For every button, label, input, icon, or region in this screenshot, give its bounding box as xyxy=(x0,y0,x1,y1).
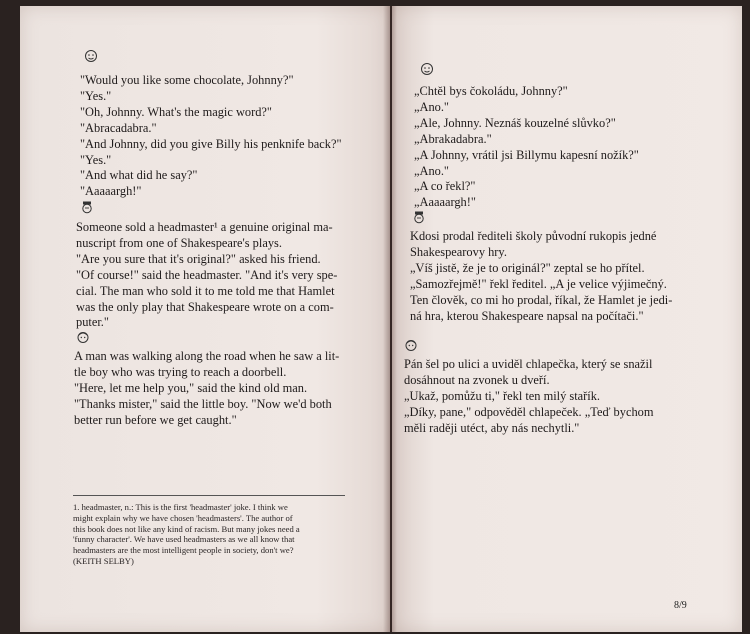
text-line: „A co řekl?" xyxy=(414,179,476,194)
text-line: „Chtěl bys čokoládu, Johnny?" xyxy=(414,84,568,98)
text-line: „Ano." xyxy=(414,163,449,178)
joke3-en xyxy=(74,349,339,429)
text-line: „Víš jistě, že je to originál?" zeptal se ho přítel. xyxy=(410,260,645,275)
text-line: puter." xyxy=(76,315,109,330)
footnote xyxy=(73,502,300,567)
text-line: "Aaaaargh!" xyxy=(80,184,142,199)
text-line: dosáhnout na zvonek u dveří. xyxy=(404,372,550,387)
text-line: "Are you sure that it's original?" asked his friend. xyxy=(76,251,321,266)
text-line: ná hra, kterou Shakespeare napsal na počítači." xyxy=(410,308,644,323)
text-line: Shakespearovy hry. xyxy=(410,244,507,259)
joke2-en xyxy=(76,220,337,331)
headmaster-doodle-icon xyxy=(412,210,426,224)
text-line: "Of course!" said the headmaster. "And it's very spe- xyxy=(76,267,338,282)
text-line: „Abrakadabra." xyxy=(414,131,492,146)
text-line: "Thanks mister," said the little boy. "Now we'd both xyxy=(74,396,332,411)
text-line: Kdosi prodal řediteli školy původní rukopis jedné xyxy=(410,229,657,243)
text-line: "And Johnny, did you give Billy his penknife back?" xyxy=(80,136,342,151)
joke1-en xyxy=(80,73,342,200)
text-line: better run before we get caught." xyxy=(74,412,237,427)
text-line: „A Johnny, vrátil jsi Billymu kapesní nožík?" xyxy=(414,147,639,162)
footnote-line: 1. headmaster, n.: This is the first 'headmaster' joke. I think we xyxy=(73,502,288,512)
text-line: „Samozřejmě!" řekl ředitel. „A je velice výjimečný. xyxy=(410,276,667,291)
page-number: 8/9 xyxy=(674,600,687,611)
text-line: „Ukaž, pomůžu ti," řekl ten milý stařík. xyxy=(404,388,601,403)
text-line: A man was walking along the road when he saw a lit- xyxy=(74,349,340,363)
text-line: nuscript from one of Shakespeare's plays. xyxy=(76,235,282,250)
text-line: "Yes." xyxy=(80,88,112,103)
boy-doodle-icon xyxy=(404,338,418,352)
text-line: "And what did he say?" xyxy=(80,168,198,183)
text-line: "Would you like some chocolate, Johnny?" xyxy=(80,73,294,87)
joke2-cs xyxy=(410,229,672,324)
text-line: tle boy who was trying to reach a doorbell. xyxy=(74,364,287,379)
text-line: „Ale, Johnny. Neznáš kouzelné slůvko?" xyxy=(414,115,616,130)
text-line: měli raději utéct, aby nás nechytli." xyxy=(404,420,580,435)
text-line: "Yes." xyxy=(80,152,112,167)
text-line: Ten člověk, co mi ho prodal, říkal, že Hamlet je jedi- xyxy=(410,292,673,307)
face-doodle-icon xyxy=(420,62,434,76)
boy-doodle-icon xyxy=(76,330,90,344)
text-line: „Díky, pane," odpověděl chlapeček. „Teď bychom xyxy=(404,404,654,419)
face-doodle-icon xyxy=(84,49,98,63)
text-line: „Ano." xyxy=(414,99,449,114)
joke1-cs xyxy=(414,84,639,211)
text-line: was the only play that Shakespeare wrote on a com- xyxy=(76,299,334,314)
text-line: "Oh, Johnny. What's the magic word?" xyxy=(80,104,272,119)
joke3-cs xyxy=(404,357,653,437)
footnote-line: (KEITH SELBY) xyxy=(73,555,134,566)
footnote-divider xyxy=(73,495,345,496)
text-line: Someone sold a headmaster¹ a genuine original ma- xyxy=(76,220,333,234)
text-line: „Aaaaargh!" xyxy=(414,195,476,210)
text-line: "Abracadabra." xyxy=(80,120,157,135)
footnote-line: might explain why we have chosen 'headmasters'. The author of xyxy=(73,512,293,523)
footnote-line: this book does not like any kind of racism. But many jokes need a xyxy=(73,523,300,534)
headmaster-doodle-icon xyxy=(80,200,94,214)
text-line: Pán šel po ulici a uviděl chlapečka, který se snažil xyxy=(404,357,653,371)
book-gutter xyxy=(383,6,397,632)
text-line: "Here, let me help you," said the kind old man. xyxy=(74,380,308,395)
footnote-line: 'funny character'. We have used headmasters as we all know that xyxy=(73,534,295,545)
text-line: cial. The man who sold it to me told me that Hamlet xyxy=(76,283,335,298)
footnote-line: headmasters are the most intelligent people in society, don't we? xyxy=(73,545,294,556)
